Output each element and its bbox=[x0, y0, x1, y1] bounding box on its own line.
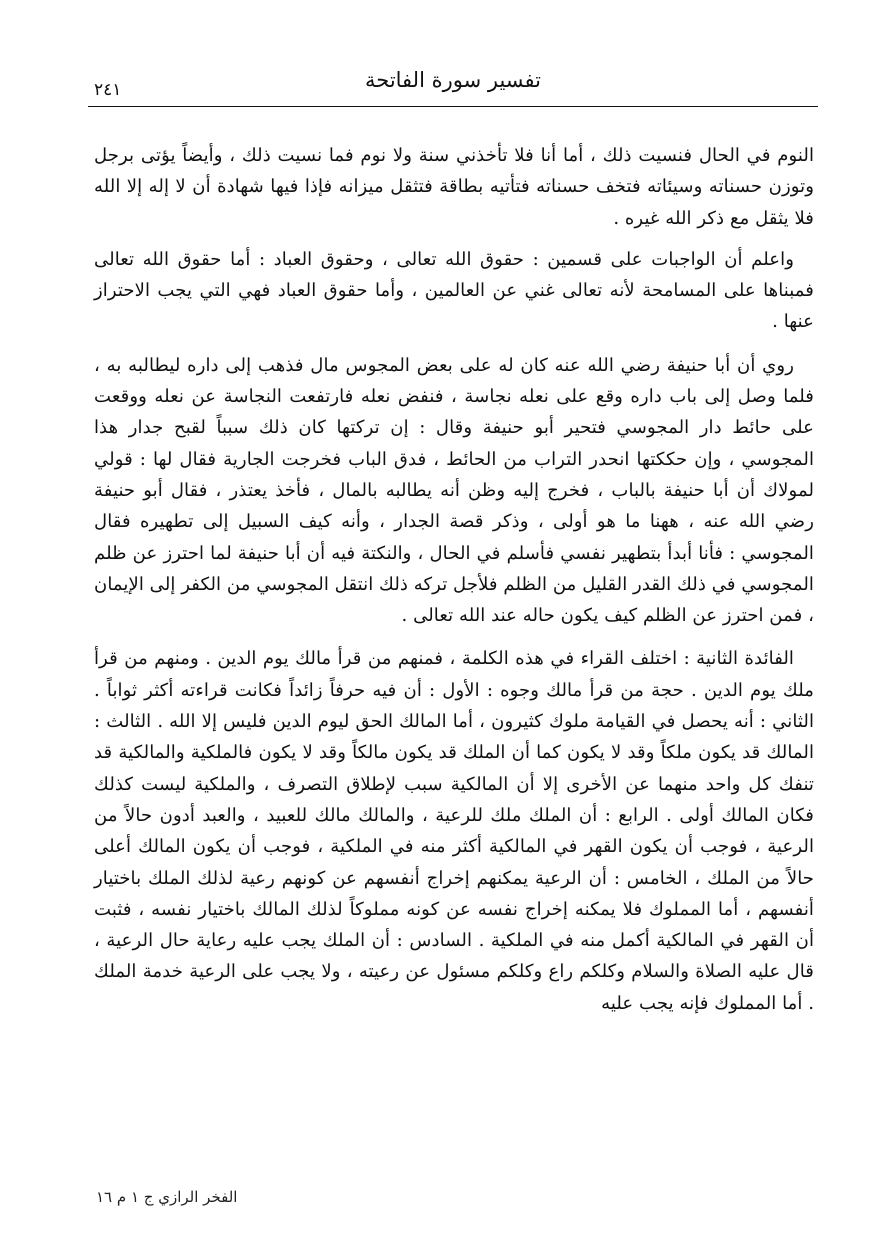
paragraph-4: الفائدة الثانية : اختلف القراء في هذه الكلمة ، فمنهم من قرأ مالك يوم الدين . ومنهم من قرأ ملك يوم الدين . حجة من قرأ مالك وجوه : الأول : أن فيه حرفاً زائداً فكانت قراءته أكثر ثواباً . الثاني : أنه يحصل في القيامة ملوك كثيرون ، أما المالك الحق ليوم الدين فليس إلا الله . الثالث : المالك قد يكون ملكاً وقد لا يكون كما أن الملك قد يكون مالكاً وقد لا يكون فالملكية والمالكية قد تنفك كل واحد منهما عن الأخرى إلا أن المالكية سبب لإطلاق التصرف ، والملكية ليست كذلك فكان المالك أولى . الرابع : أن الملك ملك للرعية ، والمالك مالك للعبيد ، والعبد أدون حالاً من الرعية ، فوجب أن يكون القهر في المالكية أكثر منه في الملكية ، فوجب أن يكون المالك أعلى حالاً من الملك ، الخامس : أن الرعية يمكنهم إخراج أنفسهم عن كونهم رعية لذلك الملك باختيار أنفسهم ، أما المملوك فلا يمكنه إخراج نفسه عن كونه مملوكاً لذلك المالك باختيار نفسه ، فثبت أن القهر في المالكية أكمل منه في الملكية . السادس : أن الملك يجب عليه رعاية حال الرعية ، قال عليه الصلاة والسلام وكلكم راع وكلكم مسئول عن رعيته ، ولا يجب على الرعية خدمة الملك . أما المملوك فإنه يجب عليه bbox=[94, 648, 814, 1014]
footer-signature: الفخر الرازي ج ١ م ١٦ bbox=[96, 1188, 238, 1206]
page-number: ٢٤١ bbox=[94, 80, 122, 100]
body-text bbox=[94, 140, 814, 1031]
page-header bbox=[88, 66, 818, 106]
header-divider bbox=[88, 106, 818, 107]
running-title: تفسير سورة الفاتحة bbox=[365, 68, 541, 92]
paragraph-1: النوم في الحال فنسيت ذلك ، أما أنا فلا تأخذني سنة ولا نوم فما نسيت ذلك ، وأيضاً يؤتى برجل وتوزن حسناته وسيئاته فتخف حسناته فتأتيه بطاقة فتثقل ميزانه فإذا فيها شهادة أن لا إله إلا الله فلا يثقل مع ذكر الله غيره . bbox=[94, 145, 814, 229]
paragraph-3: روي أن أبا حنيفة رضي الله عنه كان له على بعض المجوس مال فذهب إلى داره ليطالبه به ، فلما وصل إلى باب داره وقع على نعله نجاسة ، فنفض نعله فارتفعت النجاسة عن نعله ووقعت على حائط دار المجوسي فتحير أبو حنيفة وقال : إن تركتها كان ذلك سبباً لقبح جدار هذا المجوسي ، وإن حككتها انحدر التراب من الحائط ، فدق الباب فخرجت الجارية فقال لها : قولي لمولاك أن أبا حنيفة بالباب ، فخرج إليه وظن أنه يطالبه بالمال ، فأخذ يعتذر ، فقال أبو حنيفة رضي الله عنه ، ههنا ما هو أولى ، وذكر قصة الجدار ، وأنه كيف السبيل إلى تطهيره فقال المجوسي : فأنا أبدأ بتطهير نفسي فأسلم في الحال ، والنكتة فيه أن أبا حنيفة لما احترز عن ظلم المجوسي في ذلك القدر القليل من الظلم فلأجل تركه ذلك انتقل المجوسي من الكفر إلى الإيمان ، فمن احترز عن الظلم كيف يكون حاله عند الله تعالى . bbox=[94, 354, 814, 627]
paragraph-2: واعلم أن الواجبات على قسمين : حقوق الله تعالى ، وحقوق العباد : أما حقوق الله تعالى فمبناها على المسامحة لأنه تعالى غني عن العالمين ، وأما حقوق العباد فهي التي يجب الاحتراز عنها . bbox=[94, 248, 814, 333]
